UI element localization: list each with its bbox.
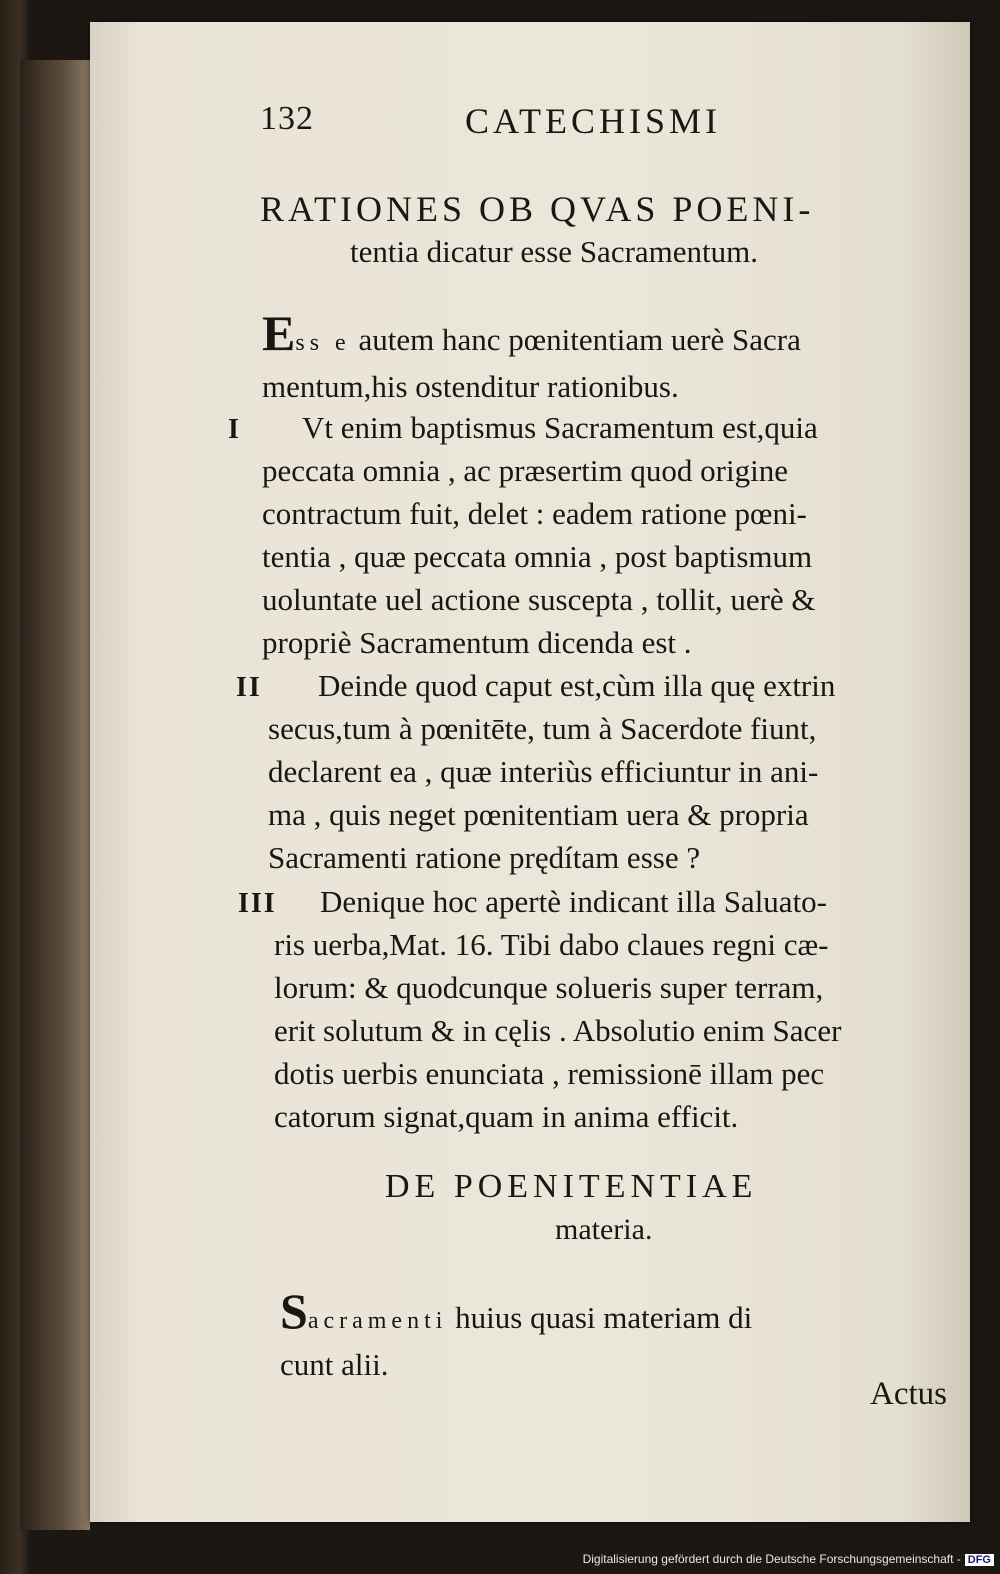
subheading-line-2: materia. (555, 1213, 653, 1246)
text-line: Deinde quod caput est,cùm illa quę extrin (318, 668, 836, 703)
drop-cap: E (262, 305, 296, 361)
text-line: contractum fuit, delet : eadem ratione pœni- (262, 496, 807, 531)
text-line: catorum signat,quam in anima efficit. (274, 1099, 739, 1134)
text-line: uoluntate uel actione suscepta , tollit, uerè & (262, 582, 816, 617)
text-line: declarent ea , quæ interiùs efficiuntur in ani- (268, 754, 819, 789)
digitization-credit (583, 1552, 994, 1570)
text-line: dotis uerbis enunciata , remissionē illam pec (274, 1056, 825, 1091)
text-line: ma , quis neget pœnitentiam uera & propria (268, 797, 809, 832)
point-paragraph (262, 406, 952, 664)
book-spine (20, 60, 90, 1530)
drop-cap: S (280, 1283, 308, 1339)
text-line: propriè Sacramentum dicenda est . (262, 625, 692, 660)
text-line: peccata omnia , ac præsertim quod origine (262, 453, 788, 488)
text-line: mentum,his ostenditur rationibus. (262, 369, 679, 404)
text-line: erit solutum & in cęlis . Absolutio enim Sacer (274, 1013, 842, 1048)
text-line: cunt alii. (280, 1347, 389, 1382)
text-line (280, 1283, 970, 1343)
final-paragraph (280, 1283, 970, 1386)
text-line: lorum: & quodcunque solueris super terram, (274, 970, 824, 1005)
point-numeral: II (236, 672, 262, 703)
heading-line-1: RATIONES OB QVAS POENI- (260, 189, 815, 229)
text-line: Sacramenti ratione prędítam esse ? (268, 840, 701, 875)
text-line: Denique hoc apertè indicant illa Saluato- (320, 884, 828, 919)
text-line: Vt enim baptismus Sacramentum est,quia (302, 410, 818, 445)
subheading-line-1: DE POENITENTIAE (385, 1168, 758, 1205)
text-line: secus,tum à pœnitēte, tum à Sacerdote fiunt, (268, 711, 817, 746)
catchword: Actus (870, 1376, 947, 1412)
opening-paragraph (262, 305, 952, 408)
point-paragraph (268, 664, 958, 879)
text-line: ris uerba,Mat. 16. Tibi dabo claues regni cæ- (274, 927, 829, 962)
dfg-logo: DFG (965, 1554, 994, 1566)
line-text: huius quasi materiam di (455, 1300, 753, 1335)
page-number: 132 (260, 100, 314, 137)
heading-line-2: tentia dicatur esse Sacramentum. (350, 234, 759, 269)
page-header (260, 100, 960, 144)
text-line (262, 305, 952, 365)
text-line: tentia , quæ peccata omnia , post baptismum (262, 539, 813, 574)
smallcaps-word: ss e (295, 330, 351, 356)
point-numeral: I (228, 414, 241, 445)
line-text: autem hanc pœnitentiam uerè Sacra (358, 322, 801, 357)
point-paragraph (274, 880, 964, 1138)
smallcaps-word: acramenti (307, 1308, 448, 1334)
point-numeral: III (238, 888, 277, 919)
running-head: CATECHISMI (465, 101, 722, 141)
credit-text: Digitalisierung gefördert durch die Deutsche Forschungsgemeinschaft - (582, 1552, 961, 1566)
